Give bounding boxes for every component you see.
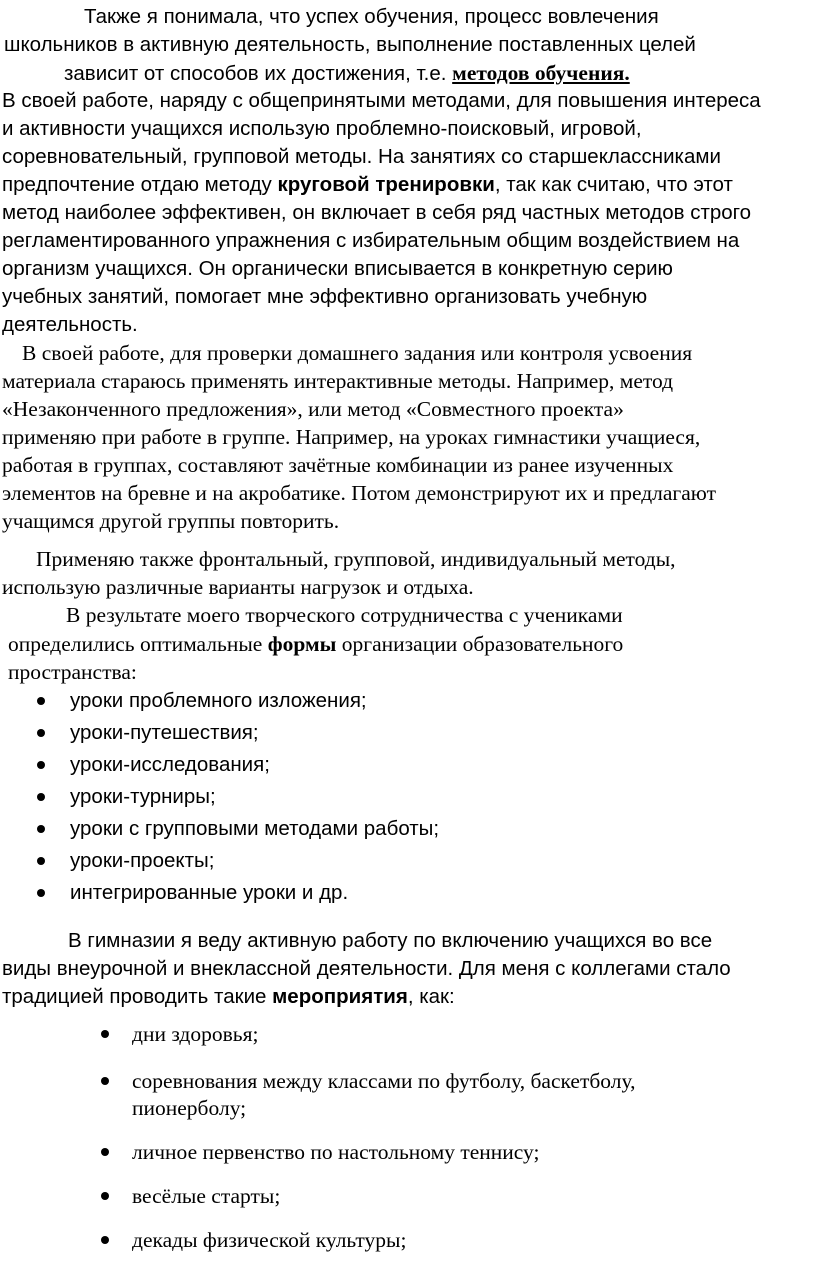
para2-line-3: «Незаконченного предложения», или метод «Совместного проекта» bbox=[2, 397, 624, 421]
intro-line-3 bbox=[64, 59, 630, 88]
methods-heading: методов обучения. bbox=[452, 61, 630, 85]
para1-line-7: организм учащихся. Он органически вписывается в конкретную серию bbox=[2, 257, 673, 280]
para2-line-6: элементов на бревне и на акробатике. Потом демонстрируют их и предлагают bbox=[2, 481, 716, 505]
para1-line-4-c: , так как считаю, что этот bbox=[494, 173, 733, 196]
para1-line-9: деятельность. bbox=[2, 313, 138, 336]
list-item-text: уроки-турниры; bbox=[70, 785, 216, 808]
para3-line-1: Применяю также фронтальный, групповой, индивидуальный методы, bbox=[36, 547, 676, 571]
bullet-icon bbox=[37, 761, 45, 769]
para1-line-1: В своей работе, наряду с общепринятыми методами, для повышения интереса bbox=[2, 89, 761, 112]
list-item-text: уроки-путешествия; bbox=[70, 721, 259, 744]
list-item-text: уроки-проекты; bbox=[70, 849, 215, 872]
para4-line-2-a: определились оптимальные bbox=[8, 632, 268, 656]
bullet-icon bbox=[37, 793, 45, 801]
para2-line-4: применяю при работе в группе. Например, на уроках гимнастики учащиеся, bbox=[2, 425, 701, 449]
para1-line-8: учебных занятий, помогает мне эффективно организовать учебную bbox=[2, 285, 648, 308]
para2-line-2: материала стараюсь применять интерактивные методы. Например, метод bbox=[2, 369, 674, 393]
circuit-training-term: круговой тренировки bbox=[277, 173, 495, 196]
para2-line-7: учащимся другой группы повторить. bbox=[2, 509, 340, 533]
list-item-text: декады физической культуры; bbox=[132, 1228, 407, 1252]
para1-line-2: и активности учащихся использую проблемно-поисковый, игровой, bbox=[2, 117, 642, 140]
para5-line-1: В гимназии я веду активную работу по включению учащихся во все bbox=[68, 929, 713, 952]
para1-line-4-a: предпочтение отдаю методу bbox=[2, 173, 278, 196]
bullet-icon bbox=[101, 1030, 109, 1038]
list-item-text: уроки-исследования; bbox=[70, 753, 270, 776]
para4-line-3: пространства: bbox=[8, 660, 137, 684]
bullet-icon bbox=[101, 1077, 109, 1085]
para4-line-2-c: организации образовательного bbox=[336, 632, 624, 656]
events-term: мероприятия bbox=[272, 985, 408, 1008]
intro-line-2: школьников в активную деятельность, выполнение поставленных целей bbox=[4, 33, 696, 56]
bullet-icon bbox=[101, 1192, 109, 1200]
bullet-icon bbox=[37, 889, 45, 897]
para2-line-1: В своей работе, для проверки домашнего задания или контроля усвоения bbox=[22, 341, 693, 365]
para1-line-6: регламентированного упражнения с избирательным общим воздействием на bbox=[2, 229, 740, 252]
para5-line-2: виды внеурочной и внеклассной деятельности. Для меня с коллегами стало bbox=[2, 957, 731, 980]
para3-line-2: использую различные варианты нагрузок и отдыха. bbox=[2, 575, 474, 599]
list-item-text: личное первенство по настольному теннису; bbox=[132, 1140, 540, 1164]
para2-line-5: работая в группах, составляют зачётные комбинации из ранее изученных bbox=[2, 453, 674, 477]
bullet-icon bbox=[37, 697, 45, 705]
list-item-text: уроки проблемного изложения; bbox=[70, 689, 367, 712]
bullet-icon bbox=[37, 825, 45, 833]
list-item-text: уроки с групповыми методами работы; bbox=[70, 817, 440, 840]
forms-term: формы bbox=[267, 632, 337, 656]
list-item-text: интегрированные уроки и др. bbox=[70, 881, 349, 904]
list-item-text: соревнования между классами по футболу, баскетболу, bbox=[132, 1069, 636, 1093]
list-item-text: дни здоровья; bbox=[132, 1022, 259, 1046]
bullet-icon bbox=[37, 729, 45, 737]
list-item-text-cont: пионерболу; bbox=[132, 1096, 247, 1120]
para1-line-5: метод наиболее эффективен, он включает в себя ряд частных методов строго bbox=[2, 201, 752, 224]
bullet-icon bbox=[101, 1236, 109, 1244]
intro-line-1: Также я понимала, что успех обучения, процесс вовлечения bbox=[84, 5, 659, 28]
para4-line-1: В результате моего творческого сотрудничества с учениками bbox=[66, 603, 623, 627]
para5-line-3 bbox=[2, 983, 455, 1011]
para4-line-2 bbox=[8, 630, 623, 658]
para1-line-4 bbox=[2, 171, 733, 199]
bullet-icon bbox=[37, 857, 45, 865]
list-item-text: весёлые старты; bbox=[132, 1184, 281, 1208]
para5-line-3-a: традицией проводить такие bbox=[2, 985, 273, 1008]
para1-line-3: соревновательный, групповой методы. На занятиях со старшеклассниками bbox=[2, 145, 721, 168]
para5-line-3-c: , как: bbox=[407, 985, 455, 1008]
bullet-icon bbox=[101, 1148, 109, 1156]
intro-line-3-text: зависит от способов их достижения, т.е. bbox=[64, 62, 453, 85]
